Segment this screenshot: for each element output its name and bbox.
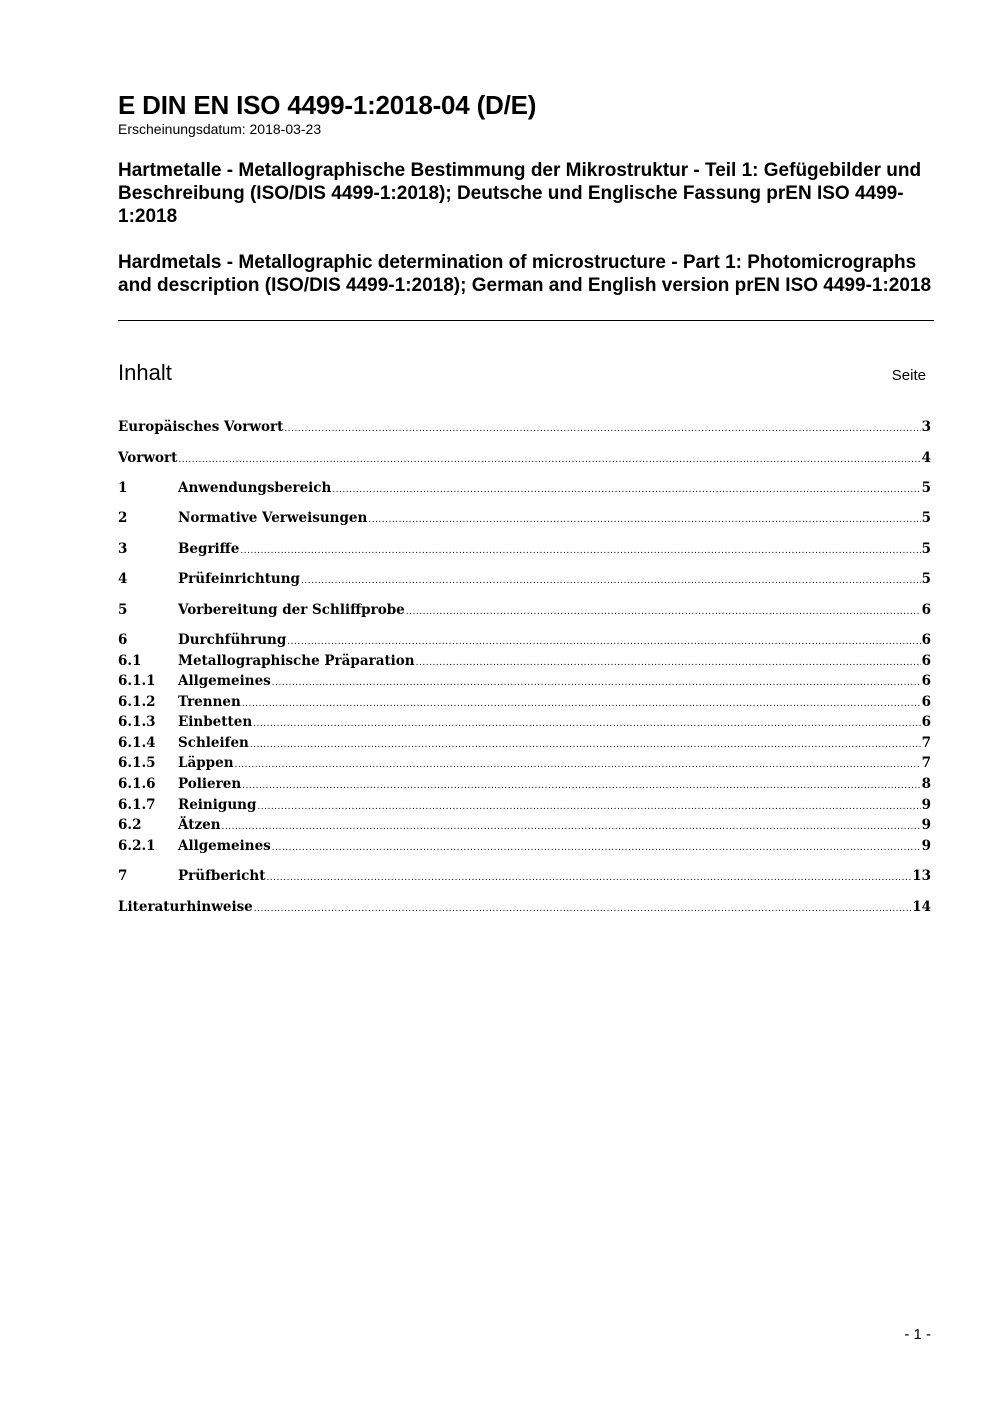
toc-entry[interactable] [118,712,931,733]
publication-date: Erscheinungsdatum: 2018-03-23 [118,121,322,137]
toc-dot-leader [301,571,921,592]
toc-entry-number: 6.1.4 [118,735,156,751]
toc-entry-number: 6.1.5 [118,755,156,771]
toc-entry-title: Schleifen [178,735,249,751]
toc-entry-page: 6 [921,673,931,689]
toc-entry[interactable] [118,753,931,774]
toc-dot-leader [253,714,920,735]
toc-dot-leader [287,632,920,653]
toc-entry-page: 13 [912,868,931,884]
toc-entry-title: Literaturhinweise [118,899,253,915]
toc-entry-page: 9 [921,797,931,813]
toc-dot-leader [222,817,921,838]
page-number: - 1 - [904,1326,931,1343]
toc-entry-page: 5 [921,510,931,526]
toc-entry-title: Läppen [178,755,234,771]
toc-entry[interactable] [118,651,931,672]
toc-dot-leader [240,541,920,562]
toc-page-column-label: Seite [891,367,926,384]
title-english: Hardmetals - Metallographic determination of microstructure - Part 1: Photomicrographs and description (ISO/DIS 4499-1:2018); German and English version prEN ISO 4499-1:2018 [118,252,932,296]
toc-dot-leader [242,776,920,797]
toc-entry-page: 14 [912,899,931,915]
toc-entry-page: 5 [921,571,931,587]
toc-entry[interactable] [118,733,931,754]
toc-entry[interactable] [118,478,931,499]
toc-entry-title: Durchführung [178,632,287,648]
toc-dot-leader [284,419,920,440]
toc-entry-title: Reinigung [178,797,257,813]
toc-entry-page: 6 [921,653,931,669]
toc-entry-title: Ätzen [178,817,221,833]
toc-entry-number: 2 [118,510,128,526]
toc-entry-title: Prüfeinrichtung [178,571,301,587]
toc-dot-leader [254,899,911,920]
toc-entry-title: Anwendungsbereich [178,480,332,496]
toc-dot-leader [272,673,921,694]
toc-entry-number: 7 [118,868,128,884]
toc-entry-number: 6 [118,632,128,648]
title-german: Hartmetalle - Metallographische Bestimmung der Mikrostruktur - Teil 1: Gefügebilder und Beschreibung (ISO/DIS 4499-1:2018); Deutsche und Englische Fassung prEN ISO 4499-1:2018 [118,160,922,227]
toc-dot-leader [272,838,921,859]
toc-entry[interactable] [118,836,931,857]
toc-entry-number: 4 [118,571,128,587]
toc-entry-title: Europäisches Vorwort [118,419,284,435]
toc-entry[interactable] [118,539,931,560]
toc-dot-leader [235,755,921,776]
table-of-contents [118,0,931,1403]
toc-heading: Inhalt [118,360,172,385]
toc-entry[interactable] [118,866,931,887]
toc-entry-page: 9 [921,817,931,833]
toc-entry-page: 6 [921,714,931,730]
toc-entry-page: 5 [921,541,931,557]
document-id-heading: E DIN EN ISO 4499-1:2018-04 (D/E) [118,90,537,120]
toc-dot-leader [332,480,920,501]
toc-entry-number: 6.2 [118,817,142,833]
toc-entry[interactable] [118,417,931,438]
toc-entry-page: 8 [921,776,931,792]
toc-dot-leader [266,868,911,889]
toc-entry[interactable] [118,630,931,651]
toc-dot-leader [406,602,921,623]
toc-entry-number: 1 [118,480,128,496]
toc-entry-number: 5 [118,602,128,618]
toc-entry[interactable] [118,448,931,469]
toc-entry-title: Prüfbericht [178,868,266,884]
toc-entry[interactable] [118,508,931,529]
toc-entry-title: Trennen [178,694,241,710]
toc-entry-page: 6 [921,602,931,618]
toc-entry-page: 3 [921,419,931,435]
toc-entry[interactable] [118,600,931,621]
toc-entry-number: 6.1.1 [118,673,156,689]
toc-entry-number: 6.1.6 [118,776,156,792]
toc-entry-title: Metallographische Präparation [178,653,415,669]
toc-entry[interactable] [118,671,931,692]
toc-entry-title: Polieren [178,776,242,792]
toc-entry-page: 4 [921,450,931,466]
toc-entry-title: Begriffe [178,541,240,557]
toc-dot-leader [368,510,920,531]
toc-entry-page: 7 [921,735,931,751]
toc-entry[interactable] [118,692,931,713]
toc-entry-number: 6.1.2 [118,694,156,710]
toc-entry-title: Normative Verweisungen [178,510,368,526]
toc-entry[interactable] [118,897,931,918]
toc-entry[interactable] [118,569,931,590]
toc-entry-number: 3 [118,541,128,557]
toc-entry[interactable] [118,795,931,816]
toc-entry-title: Einbetten [178,714,253,730]
toc-entry-title: Allgemeines [178,838,271,854]
toc-entry[interactable] [118,815,931,836]
toc-entry-number: 6.2.1 [118,838,156,854]
toc-entry-title: Vorwort [118,450,178,466]
toc-entry-title: Vorbereitung der Schliffprobe [178,602,405,618]
toc-dot-leader [178,450,920,471]
toc-entry-page: 6 [921,632,931,648]
toc-entry-number: 6.1.7 [118,797,156,813]
toc-entry-number: 6.1.3 [118,714,156,730]
toc-entry-page: 9 [921,838,931,854]
toc-entry[interactable] [118,774,931,795]
toc-entry-title: Allgemeines [178,673,271,689]
toc-entry-number: 6.1 [118,653,142,669]
toc-entry-page: 7 [921,755,931,771]
toc-entry-page: 6 [921,694,931,710]
toc-entry-page: 5 [921,480,931,496]
